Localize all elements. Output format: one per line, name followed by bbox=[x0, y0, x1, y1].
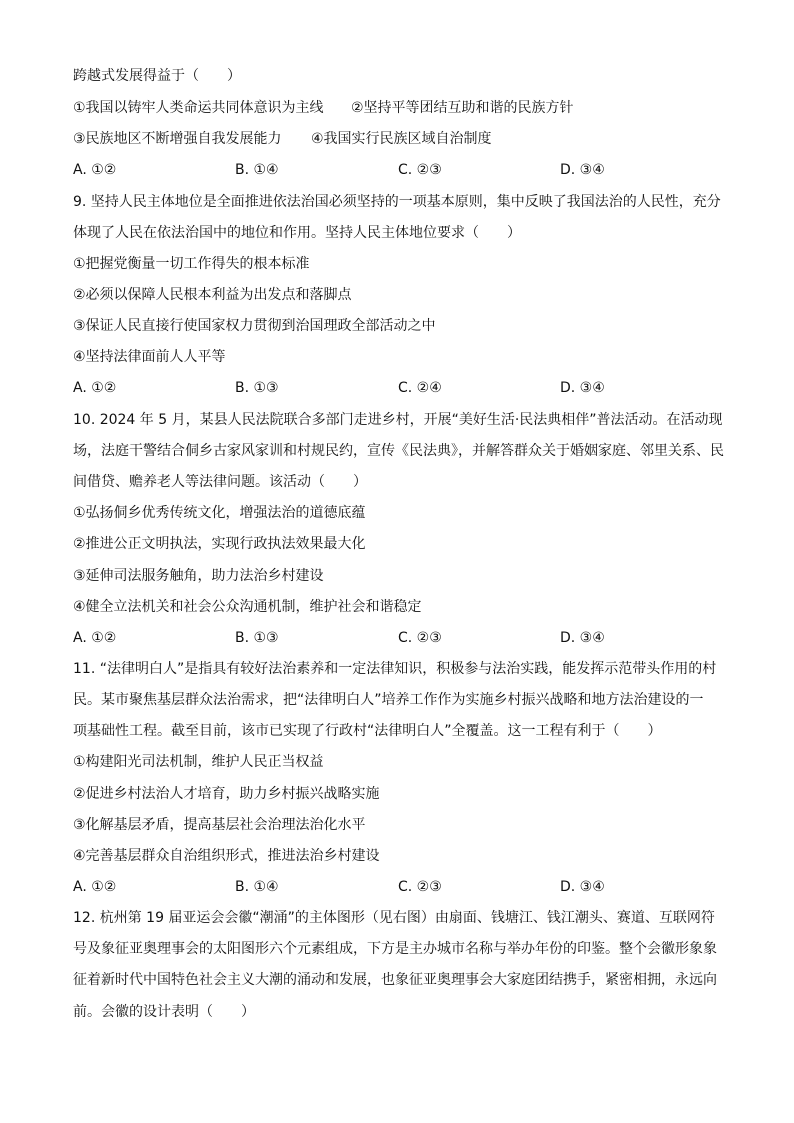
q10-option-a[interactable]: A. ①② bbox=[73, 630, 117, 646]
q9-stem-line-1: 9. 坚持人民主体地位是全面推进依法治国必须坚持的一项基本原则，集中反映了我国法治的人民性，充分 bbox=[73, 194, 721, 210]
q11-option-c[interactable]: C. ②③ bbox=[398, 879, 442, 895]
q8-statements-row2 bbox=[73, 129, 738, 149]
q11-statement-2: ②促进乡村法治人才培育，助力乡村振兴战略实施 bbox=[73, 786, 380, 802]
q8-statement-1: ①我国以铸牢人类命运共同体意识为主线 bbox=[73, 100, 324, 116]
q9-stem-line-2: 体现了人民在依法治国中的地位和作用。坚持人民主体地位要求（ ） bbox=[73, 225, 521, 241]
q10-statement-3: ③延伸司法服务触角，助力法治乡村建设 bbox=[73, 568, 324, 584]
q10-option-c[interactable]: C. ②③ bbox=[398, 630, 442, 646]
q8-options bbox=[73, 160, 738, 180]
q10-stem-line-3: 间借贷、赡养老人等法律问题。该活动（ ） bbox=[73, 474, 367, 490]
q9-option-c[interactable]: C. ②④ bbox=[398, 380, 442, 396]
q12-stem-line-3: 征着新时代中国特色社会主义大潮的涌动和发展，也象征亚奥理事会大家庭团结携手，紧密相拥，永远向 bbox=[73, 972, 717, 988]
q8-statements-row1 bbox=[73, 98, 738, 118]
q11-stem-line-2: 民。某市聚焦基层群众法治需求，把“法律明白人”培养工作作为实施乡村振兴战略和地方法治建设的一 bbox=[73, 692, 704, 708]
q11-option-a[interactable]: A. ①② bbox=[73, 879, 117, 895]
q8-stem-tail: 跨越式发展得益于（ ） bbox=[73, 68, 241, 84]
q10-option-b[interactable]: B. ①③ bbox=[235, 630, 279, 646]
q11-statement-4: ④完善基层群众自治组织形式，推进法治乡村建设 bbox=[73, 848, 380, 864]
q10-option-d[interactable]: D. ③④ bbox=[560, 630, 605, 646]
q11-options bbox=[73, 877, 738, 897]
q12-stem-line-4: 前。会徽的设计表明（ ） bbox=[73, 1004, 255, 1020]
q8-option-c[interactable]: C. ②③ bbox=[398, 162, 442, 178]
q12-stem-line-1: 12. 杭州第 19 届亚运会会徽“潮涌”的主体图形（见右图）由扇面、钱塘江、钱江潮头、赛道、互联网符 bbox=[73, 910, 715, 926]
q8-option-a[interactable]: A. ①② bbox=[73, 162, 117, 178]
q10-options bbox=[73, 628, 738, 648]
q8-option-d[interactable]: D. ③④ bbox=[560, 162, 605, 178]
q10-stem-line-1: 10. 2024 年 5 月，某县人民法院联合多部门走进乡村，开展“美好生活·民法典相伴”普法活动。在活动现 bbox=[73, 412, 723, 428]
q9-option-d[interactable]: D. ③④ bbox=[560, 380, 605, 396]
q9-option-a[interactable]: A. ①② bbox=[73, 380, 117, 396]
q11-option-b[interactable]: B. ①④ bbox=[235, 879, 279, 895]
q8-statement-3: ③民族地区不断增强自我发展能力 bbox=[73, 131, 282, 147]
q11-stem-line-3: 项基础性工程。截至目前，该市已实现了行政村“法律明白人”全覆盖。这一工程有利于（ ） bbox=[73, 723, 662, 739]
q8-statement-4: ④我国实行民族区域自治制度 bbox=[311, 131, 492, 147]
q9-statement-2: ②必须以保障人民根本利益为出发点和落脚点 bbox=[73, 287, 352, 303]
q9-statement-3: ③保证人民直接行使国家权力贯彻到治国理政全部活动之中 bbox=[73, 318, 436, 334]
q11-option-d[interactable]: D. ③④ bbox=[560, 879, 605, 895]
q10-stem-line-2: 场，法庭干警结合侗乡古家风家训和村规民约，宣传《民法典》，并解答群众关于婚姻家庭、邻里关系、民 bbox=[73, 443, 724, 459]
q11-stem-line-1: 11. “法律明白人”是指具有较好法治素养和一定法律知识，积极参与法治实践，能发挥示范带头作用的村 bbox=[73, 661, 717, 677]
q9-statement-4: ④坚持法律面前人人平等 bbox=[73, 349, 226, 365]
q9-statement-1: ①把握党衡量一切工作得失的根本标准 bbox=[73, 256, 310, 272]
q10-statement-1: ①弘扬侗乡优秀传统文化，增强法治的道德底蕴 bbox=[73, 505, 366, 521]
q10-statement-2: ②推进公正文明执法，实现行政执法效果最大化 bbox=[73, 536, 366, 552]
q8-option-b[interactable]: B. ①④ bbox=[235, 162, 279, 178]
q8-statement-2: ②坚持平等团结互助和谐的民族方针 bbox=[351, 100, 574, 116]
q11-statement-1: ①构建阳光司法机制，维护人民正当权益 bbox=[73, 754, 324, 770]
q9-option-b[interactable]: B. ①③ bbox=[235, 380, 279, 396]
q12-stem-line-2: 号及象征亚奥理事会的太阳图形六个元素组成，下方是主办城市名称与举办年份的印鉴。整个会徽形象象 bbox=[73, 941, 717, 957]
q9-options bbox=[73, 378, 738, 398]
q11-statement-3: ③化解基层矛盾，提高基层社会治理法治化水平 bbox=[73, 817, 366, 833]
q10-statement-4: ④健全立法机关和社会公众沟通机制，维护社会和谐稳定 bbox=[73, 599, 422, 615]
